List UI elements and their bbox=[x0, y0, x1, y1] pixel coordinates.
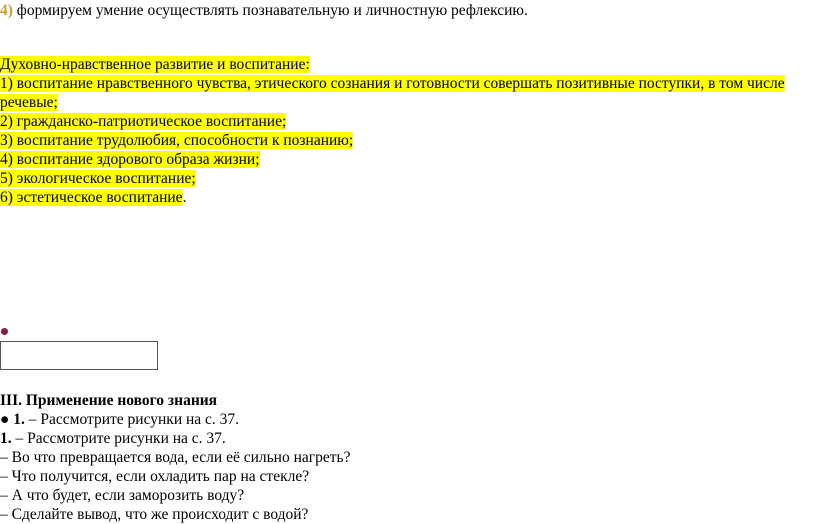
moral-item-6: 6) эстетическое воспитание. bbox=[0, 189, 187, 206]
intro-line bbox=[0, 1, 528, 20]
moral-heading: Духовно-нравственное развитие и воспитание: bbox=[0, 56, 310, 73]
bullet-dot-icon bbox=[1, 328, 8, 335]
section-3-heading: III. Применение нового знания bbox=[0, 392, 218, 409]
moral-item-3: 3) воспитание трудолюбия, способности к познанию; bbox=[0, 132, 354, 149]
moral-item-4: 4) воспитание здорового образа жизни; bbox=[0, 151, 260, 168]
question-4: – Сделайте вывод, что же происходит с водой? bbox=[0, 506, 309, 523]
intro-number: 4) bbox=[0, 2, 13, 19]
question-3: – А что будет, если заморозить воду? bbox=[0, 487, 245, 504]
question-2: – Что получится, если охладить пар на стекле? bbox=[0, 468, 310, 485]
section-3-line-1: 1. – Рассмотрите рисунки на с. 37. bbox=[0, 430, 226, 447]
moral-item-1: 1) воспитание нравственного чувства, этического сознания и готовности совершать позитивные поступки, в том числе речевые; bbox=[0, 75, 785, 111]
empty-text-box[interactable] bbox=[0, 341, 158, 370]
intro-text: формируем умение осуществлять познавательную и личностную рефлексию. bbox=[12, 2, 528, 19]
moral-item-5: 5) экологическое воспитание; bbox=[0, 170, 196, 187]
question-1: – Во что превращается вода, если её сильно нагреть? bbox=[0, 449, 351, 466]
bullet-icon: ● bbox=[0, 411, 10, 428]
moral-item-2: 2) гражданско-патриотическое воспитание; bbox=[0, 113, 287, 130]
section-3-bullet-line: ● 1. – Рассмотрите рисунки на с. 37. bbox=[0, 411, 240, 428]
